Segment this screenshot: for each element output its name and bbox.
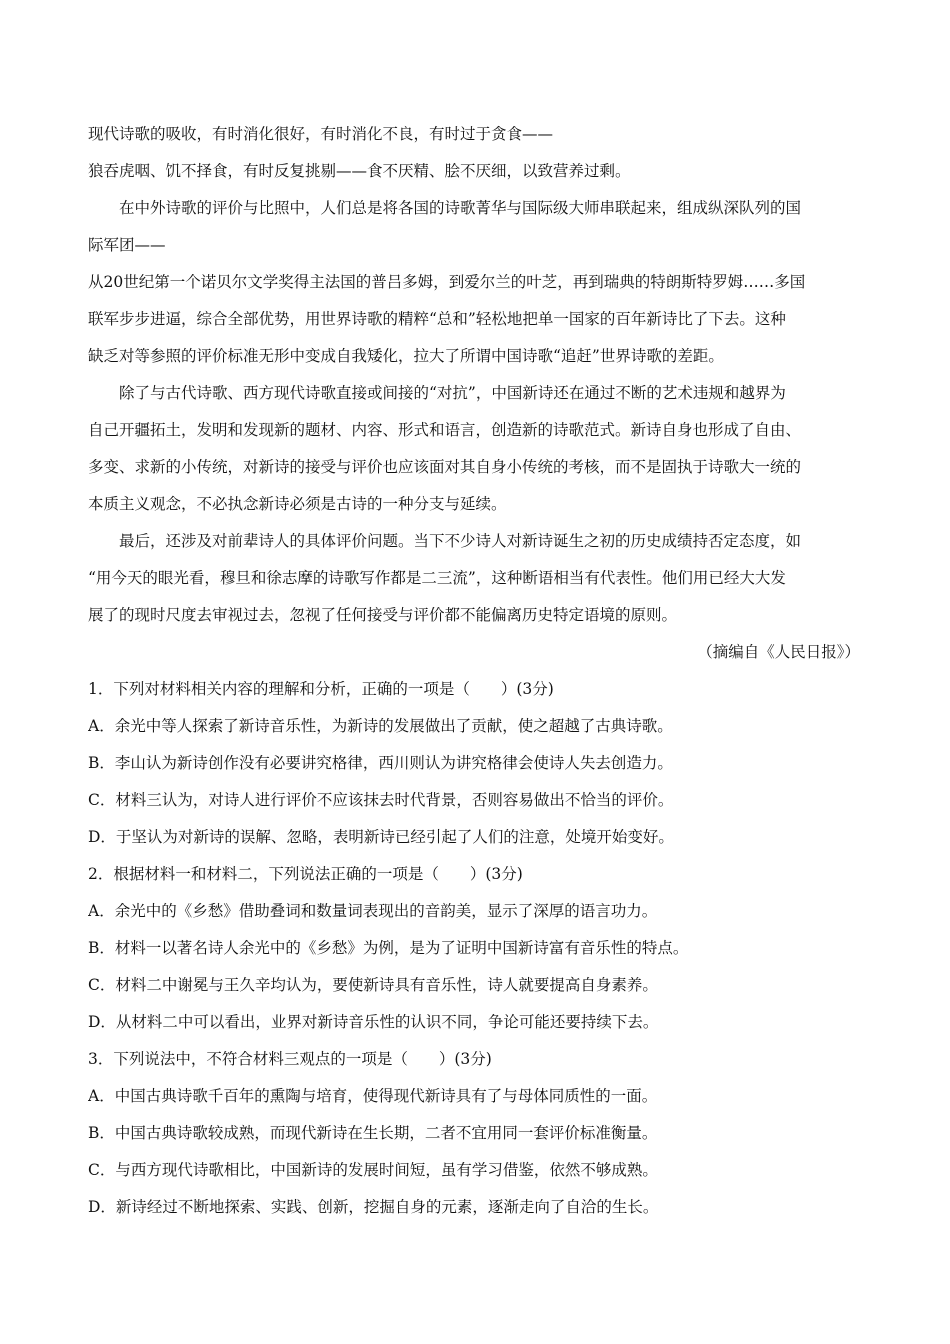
option-b: B．李山认为新诗创作没有必要讲究格律，西川则认为讲究格律会使诗人失去创造力。 — [88, 754, 673, 772]
option-b: B．材料一以著名诗人余光中的《乡愁》为例，是为了证明中国新诗富有音乐性的特点。 — [88, 939, 689, 957]
passage-line: 自己开疆拓土，发明和发现新的题材、内容、形式和语言，创造新的诗歌范式。新诗自身也形成了自由、 — [88, 421, 802, 439]
option-a: A．余光中的《乡愁》借助叠词和数量词表现出的音韵美，显示了深厚的语言功力。 — [88, 902, 658, 920]
option-d: D．于坚认为对新诗的误解、忽略，表明新诗已经引起了人们的注意，处境开始变好。 — [88, 828, 674, 846]
passage-line: 展了的现时尺度去审视过去，忽视了任何接受与评价都不能偏离历史特定语境的原则。 — [88, 606, 678, 624]
source-citation: （摘编自《人民日报》） — [697, 643, 860, 661]
passage-line: 从20世纪第一个诺贝尔文学奖得主法国的普吕多姆，到爱尔兰的叶芝，再到瑞典的特朗斯特罗姆……多国 — [88, 273, 806, 291]
question-1 — [88, 671, 860, 856]
passage-line: 在中外诗歌的评价与比照中，人们总是将各国的诗歌菁华与国际级大师串联起来，组成纵深队列的国 — [119, 199, 802, 217]
passage-line: “用今天的眼光看，穆旦和徐志摩的诗歌写作都是二三流”，这种断语相当有代表性。他们用已经大大发 — [88, 569, 786, 587]
passage-line: 除了与古代诗歌、西方现代诗歌直接或间接的“对抗”，中国新诗还在通过不断的艺术违规和越界为 — [119, 384, 786, 402]
question-stem: 2．根据材料一和材料二，下列说法正确的一项是（ ）(3分) — [88, 865, 523, 883]
question-3 — [88, 1041, 860, 1226]
option-a: A．余光中等人探索了新诗音乐性，为新诗的发展做出了贡献，使之超越了古典诗歌。 — [88, 717, 673, 735]
option-c: C．材料二中谢冕与王久辛均认为，要使新诗具有音乐性，诗人就要提高自身素养。 — [88, 976, 658, 994]
option-a: A．中国古典诗歌千百年的熏陶与培育，使得现代新诗具有了与母体同质性的一面。 — [88, 1087, 658, 1105]
passage-line: 多变、求新的小传统，对新诗的接受与评价也应该面对其自身小传统的考核，而不是固执于诗歌大一统的 — [88, 458, 802, 476]
question-stem: 3．下列说法中，不符合材料三观点的一项是（ ）(3分) — [88, 1050, 492, 1068]
question-2 — [88, 856, 860, 1041]
passage-line: 联军步步进逼，综合全部优势，用世界诗歌的精粹“总和”轻松地把单一国家的百年新诗比了下去。这种 — [88, 310, 786, 328]
option-d: D．新诗经过不断地探索、实践、创新，挖掘自身的元素，逐渐走向了自洽的生长。 — [88, 1198, 659, 1216]
question-stem: 1．下列对材料相关内容的理解和分析，正确的一项是（ ）(3分) — [88, 680, 554, 698]
option-d: D．从材料二中可以看出，业界对新诗音乐性的认识不同，争论可能还要持续下去。 — [88, 1013, 659, 1031]
option-c: C．材料三认为，对诗人进行评价不应该抹去时代背景，否则容易做出不恰当的评价。 — [88, 791, 674, 809]
page-content — [88, 116, 860, 1226]
passage-line: 狼吞虎咽、饥不择食，有时反复挑剔——食不厌精、脍不厌细，以致营养过剩。 — [88, 162, 631, 180]
option-c: C．与西方现代诗歌相比，中国新诗的发展时间短，虽有学习借鉴，依然不够成熟。 — [88, 1161, 658, 1179]
passage-line: 际军团—— — [88, 236, 166, 254]
passage-line: 现代诗歌的吸收，有时消化很好，有时消化不良，有时过于贪食—— — [88, 125, 554, 143]
material-passage — [88, 116, 860, 671]
passage-line: 本质主义观念，不必执念新诗必须是古诗的一种分支与延续。 — [88, 495, 507, 513]
passage-line: 缺乏对等参照的评价标准无形中变成自我矮化，拉大了所谓中国诗歌“追赶”世界诗歌的差距。 — [88, 347, 724, 365]
option-b: B．中国古典诗歌较成熟，而现代新诗在生长期，二者不宜用同一套评价标准衡量。 — [88, 1124, 658, 1142]
passage-line: 最后，还涉及对前辈诗人的具体评价问题。当下不少诗人对新诗诞生之初的历史成绩持否定态度，如 — [119, 532, 802, 550]
